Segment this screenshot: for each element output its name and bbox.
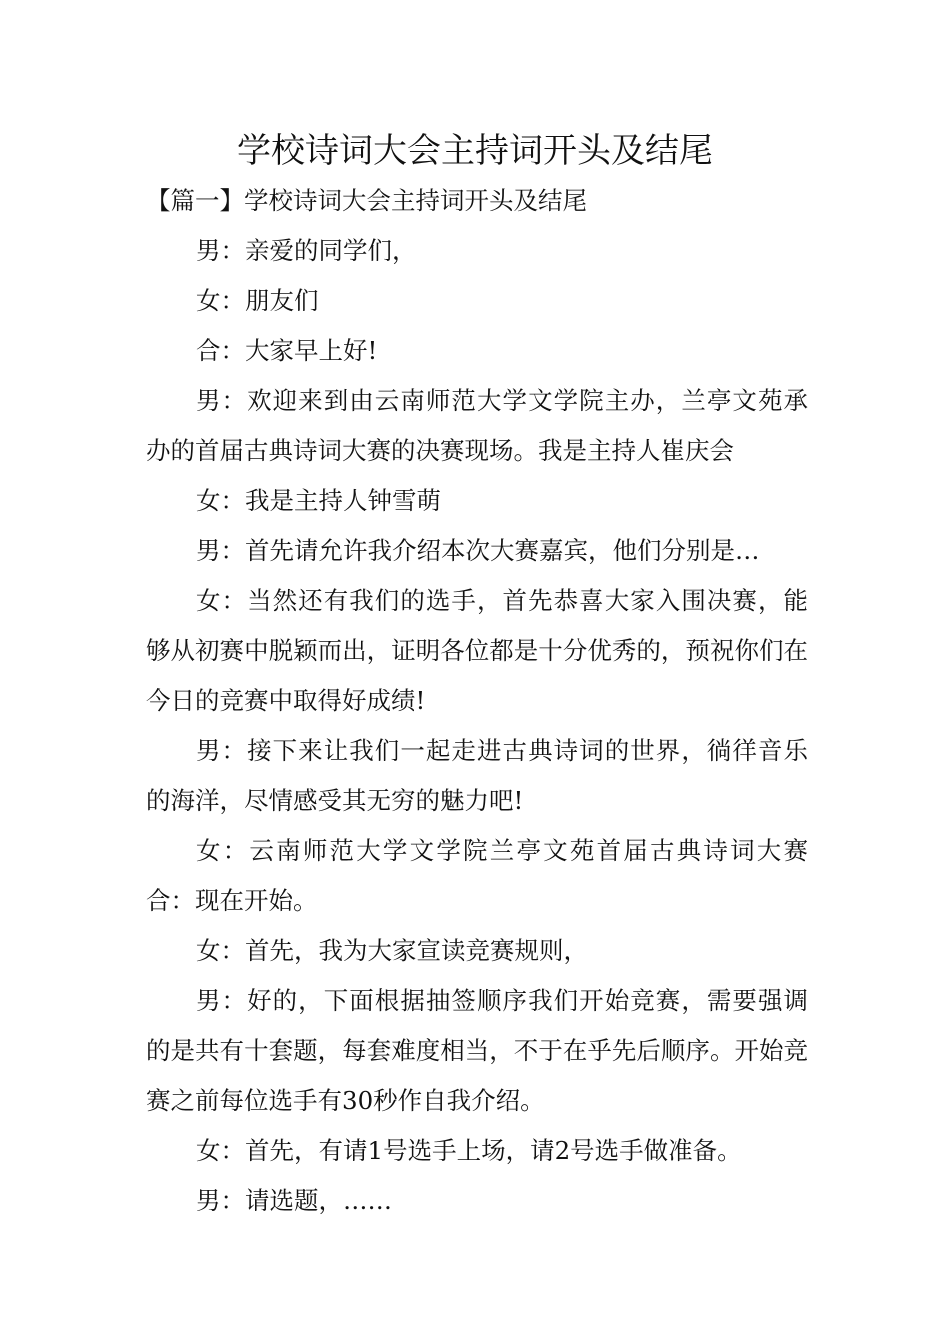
paragraph: 女：首先，有请1号选手上场，请2号选手做准备。 [196,1136,742,1165]
paragraph: 男：接下来让我们一起走进古典诗词的世界，徜徉音乐的海洋，尽情感受其无穷的魅力吧! [146,736,808,815]
document-body [146,176,808,1226]
paragraph: 女：我是主持人钟雪萌 [196,486,441,515]
paragraph: 女：首先，我为大家宣读竞赛规则， [196,936,588,965]
paragraph: 女：当然还有我们的选手，首先恭喜大家入围决赛，能够从初赛中脱颖而出，证明各位都是十分优秀的，预祝你们在今日的竞赛中取得好成绩! [146,586,808,715]
paragraph: 男：欢迎来到由云南师范大学文学院主办，兰亭文苑承办的首届古典诗词大赛的决赛现场。我是主持人崔庆会 [146,386,808,465]
paragraph: 男：亲爱的同学们， [196,236,417,265]
paragraph: 男：好的，下面根据抽签顺序我们开始竞赛，需要强调的是共有十套题，每套难度相当，不于在乎先后顺序。开始竞赛之前每位选手有30秒作自我介绍。 [146,986,808,1115]
section-heading: 【篇一】学校诗词大会主持词开头及结尾 [146,186,587,215]
paragraph: 女：云南师范大学文学院兰亭文苑首届古典诗词大赛合：现在开始。 [146,836,808,915]
paragraph: 合：大家早上好! [196,336,378,365]
paragraph: 男：首先请允许我介绍本次大赛嘉宾，他们分别是… [196,536,760,565]
document-title: 学校诗词大会主持词开头及结尾 [237,131,713,171]
paragraph: 男：请选题，…… [196,1186,392,1215]
paragraph: 女：朋友们 [196,286,319,315]
